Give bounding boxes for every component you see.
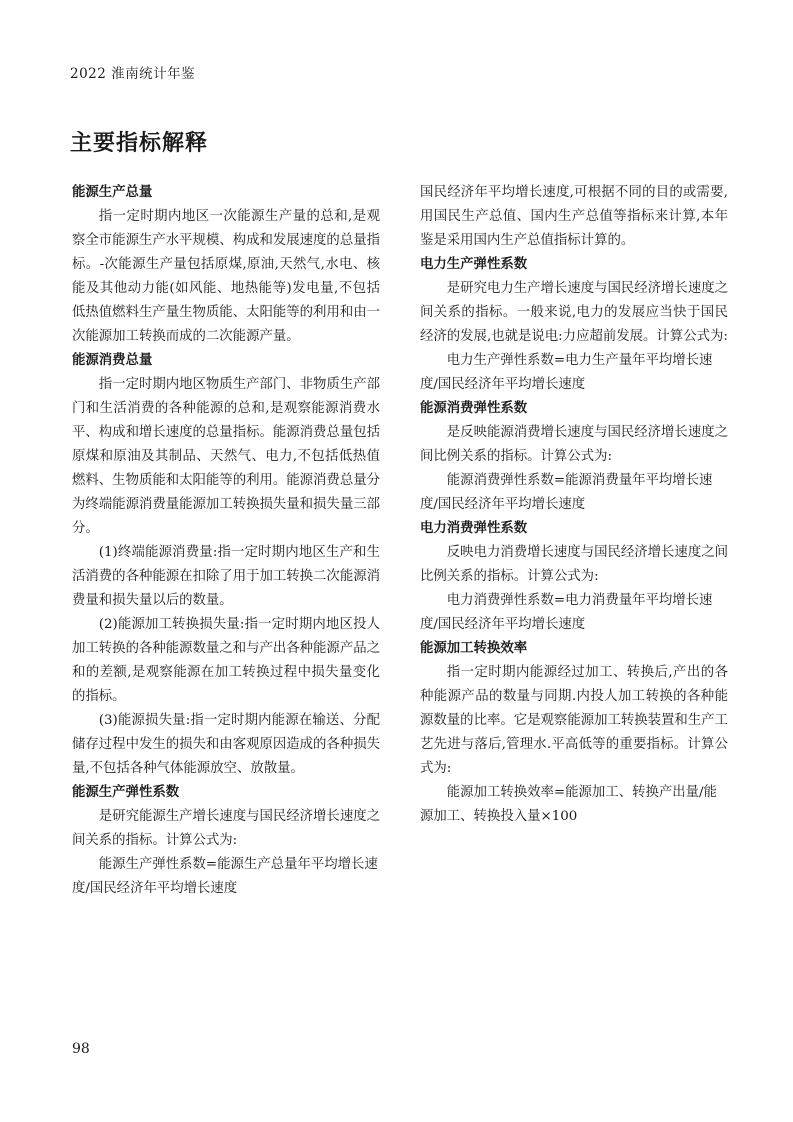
paragraph-continuation: 国民经济年平均增长速度,可根据不同的目的或需要,用国民生产总值、国内生产总值等指标来计算,本年鉴是采用国内生产总值指标计算的。 [420,185,728,248]
section-heading-conversion-efficiency: 能源加工转换效率 [420,641,528,656]
section-heading-power-consumption-elasticity: 电力消费弹性系数 [420,521,528,536]
paragraph: 指一定时期内地区物质生产部门、非物质生产部门和生活消费的各种能源的总和,是观察能源消费水平、构成和增长速度的总量指标。能源消费总量包括原煤和原油及其制品、天然气、电力,不包括低热值燃料、生物质能和太阳能等的利用。能源消费总量分为终端能源消费量能源加工转换损失量和损失量三部分。 [72,377,380,536]
paragraph: 指一定时期内能源经过加工、转换后,产出的各种能源产品的数量与同期.内投人加工转换的各种能源数量的比率。它是观察能源加工转换装置和生产工艺先进与落后,管理水.平高低等的重要指标。计算公式为: [420,665,728,776]
paragraph: (3)能源损失量:指一定时期内能源在输送、分配储存过程中发生的损失和由客观原因造成的各种损失量,不包括各种气体能源放空、放散量。 [72,713,380,776]
formula: 能源消费弹性系数=能源消费量年平均增长速度/国民经济年平均增长速度 [420,473,713,512]
paragraph: 指一定时期内地区一次能源生产量的总和,是观察全市能源生产水平规模、构成和发展速度的总量指标。-次能源生产量包括原煤,原油,天然气,水电、核能及其他动力能(如风能、地热能等)发电量,不包括低热值燃料生产量生物质能、太阳能等的利用和由一次能源加工转换而成的二次能源产量。 [72,209,380,344]
formula: 电力生产弹性系数=电力生产量年平均增长速度/国民经济年平均增长速度 [420,353,713,392]
paragraph: (1)终端能源消费量:指一定时期内地区生产和生活消费的各种能源在扣除了用于加工转换二次能源消费量和损失量以后的数量。 [72,545,380,608]
section-heading-power-production-elasticity: 电力生产弹性系数 [420,257,528,272]
formula: 电力消费弹性系数=电力消费量年平均增长速度/国民经济年平均增长速度 [420,593,713,632]
formula: 能源加工转换效率=能源加工、转换产出量/能源加工、转换投入量×100 [420,785,717,824]
paragraph: 反映电力消费增长速度与国民经济增长速度之间比例关系的指标。计算公式为: [420,545,728,584]
running-head: 2022 淮南统计年鉴 [70,66,196,82]
left-column [72,181,380,901]
section-heading-energy-consumption: 能源消费总量 [72,353,153,368]
page-title: 主要指标解释 [70,131,209,156]
paragraph: 是反映能源消费增长速度与国民经济增长速度之间比例关系的指标。计算公式为: [420,425,728,464]
section-heading-energy-production: 能源生产总量 [72,185,153,200]
paragraph: 是研究能源生产增长速度与国民经济增长速度之间关系的指标。计算公式为: [72,809,380,848]
page-number: 98 [72,1041,90,1057]
section-heading-energy-production-elasticity: 能源生产弹性系数 [72,785,180,800]
paragraph: (2)能源加工转换损失量:指一定时期内地区投人加工转换的各种能源数量之和与产出各种能源产品之和的差额,是观察能源在加工转换过程中损失量变化的指标。 [72,617,380,704]
formula: 能源生产弹性系数=能源生产总量年平均增长速度/国民经济年平均增长速度 [72,857,378,896]
right-column [420,181,728,829]
section-heading-energy-consumption-elasticity: 能源消费弹性系数 [420,401,528,416]
paragraph: 是研究电力生产增长速度与国民经济增长速度之间关系的指标。一般来说,电力的发展应当快于国民经济的发展,也就是说电:力应超前发展。计算公式为: [420,281,728,344]
